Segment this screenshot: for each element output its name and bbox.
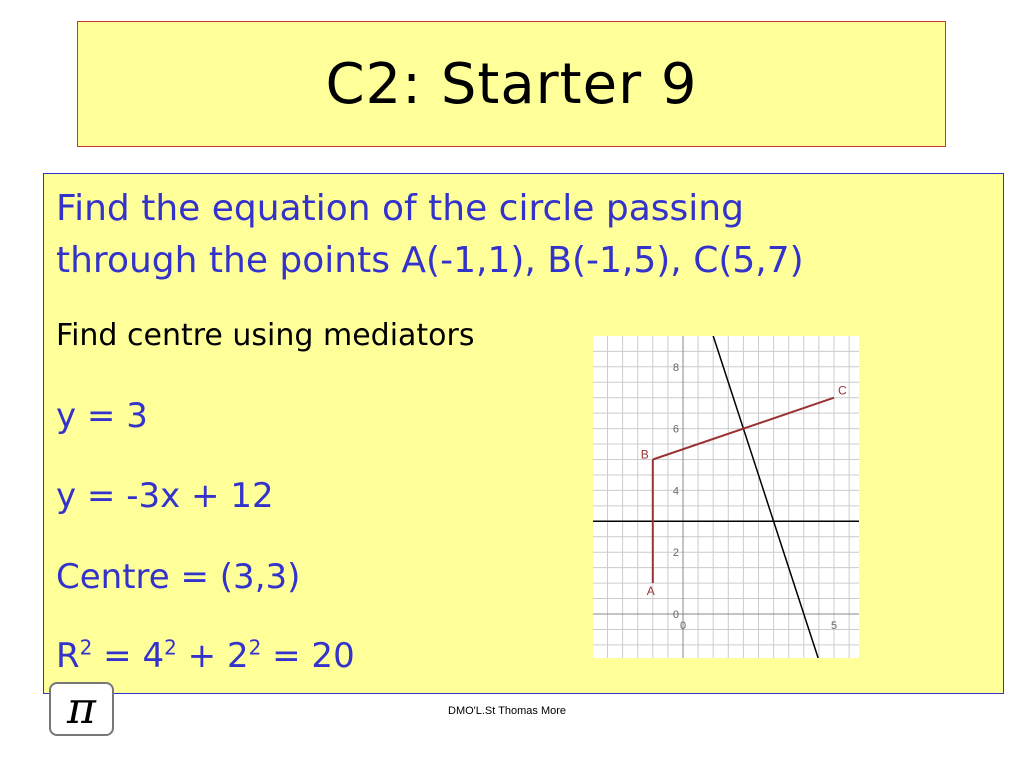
y-tick-label: 8 [672,361,679,374]
radius-r: R [56,636,80,676]
mediator-line-sloped [713,336,818,658]
y-tick-label: 6 [672,423,679,436]
hint-text: Find centre using mediators [56,318,475,353]
question-line-2: through the points A(-1,1), B(-1,5), C(5,7) [56,240,804,281]
pi-logo [49,682,114,736]
y-tick-label: 2 [672,547,679,560]
point-label-C: C [838,383,847,398]
step-mediator-1: y = 3 [56,396,148,436]
radius-r-exp: 2 [79,635,93,660]
mediator-graph [593,336,859,658]
step-mediator-2: y = -3x + 12 [56,476,274,516]
content-box [43,173,1004,694]
radius-plus: + 2 [176,636,249,676]
footer-credit: DMO'L.St Thomas More [448,705,567,717]
graph-tick-labels [673,362,837,632]
point-label-B: B [640,447,649,462]
step-radius [56,636,355,676]
step-centre: Centre = (3,3) [56,557,301,597]
slide-title: C2: Starter 9 [325,51,698,117]
radius-tail: = 20 [261,636,355,676]
point-label-A: A [646,584,655,599]
x-tick-label: 5 [830,620,838,632]
radius-exp1: 2 [164,635,177,660]
pi-logo-glyph: π [67,683,96,734]
graph-grid [593,336,859,658]
question-line-1: Find the equation of the circle passing [56,188,744,229]
radius-eq1: = 4 [92,636,165,676]
radius-exp2: 2 [248,635,262,660]
y-tick-label: 0 [672,609,679,621]
y-tick-label: 4 [672,485,679,498]
title-box [77,21,946,147]
x-tick-label: 0 [679,620,687,632]
